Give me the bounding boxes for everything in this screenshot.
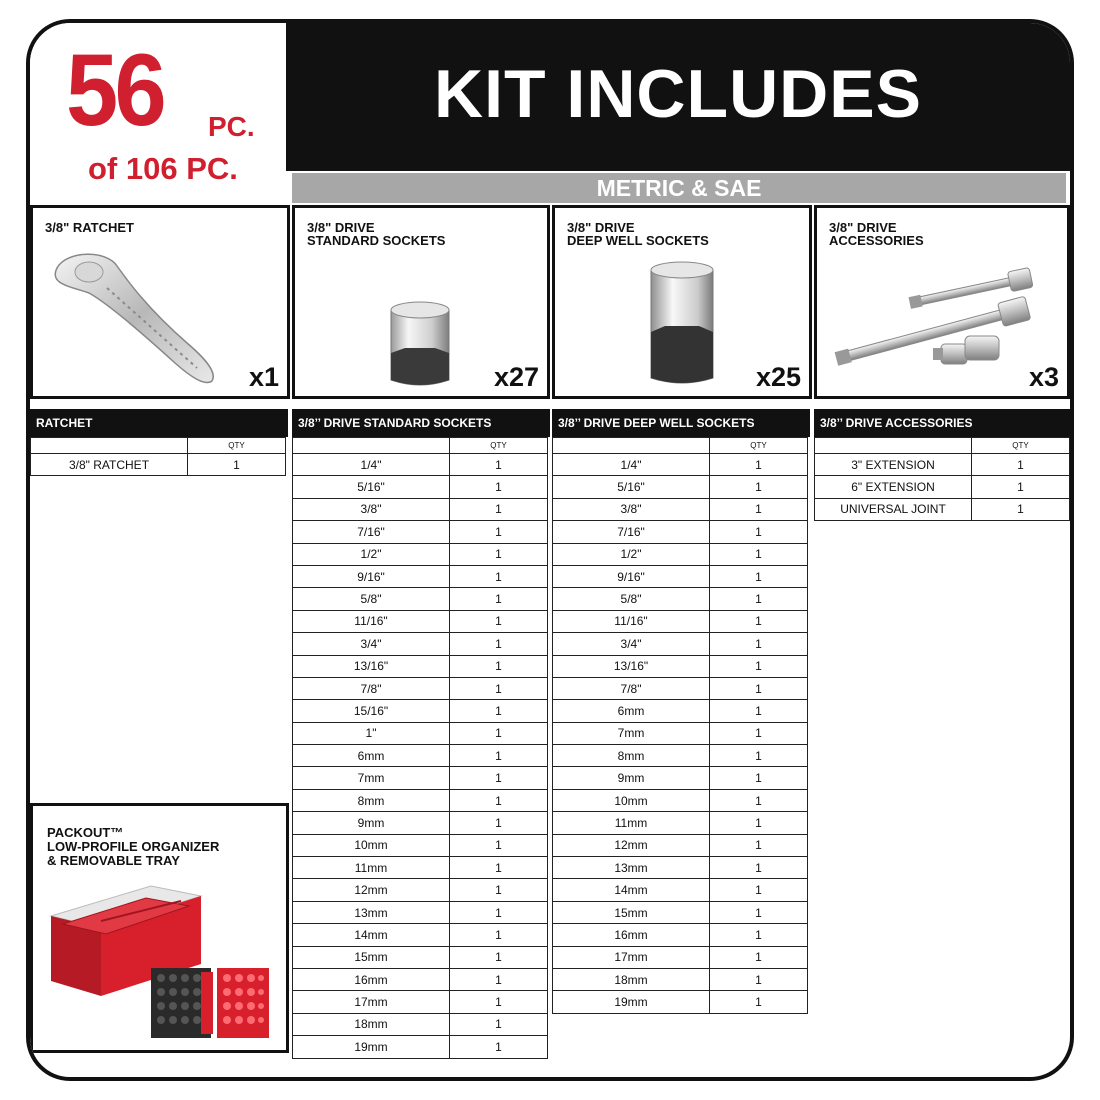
item-cell: 11/16" <box>552 610 710 633</box>
table-row <box>292 453 550 475</box>
table-row <box>552 946 810 968</box>
item-cell: 15/16" <box>292 699 450 722</box>
qty-cell: 1 <box>709 834 808 857</box>
qty-cell: 1 <box>449 587 548 610</box>
qty-cell: 1 <box>449 677 548 700</box>
item-cell: 13/16" <box>292 655 450 678</box>
qty-cell: 1 <box>971 498 1070 521</box>
item-cell: 5/16" <box>552 475 710 498</box>
table-row <box>292 699 550 721</box>
page-title: KIT INCLUDES <box>434 56 922 132</box>
qty-header: QTY <box>449 437 548 454</box>
qty-cell: 1 <box>449 946 548 969</box>
item-cell: 5/16" <box>292 475 450 498</box>
subtitle: METRIC & SAE <box>596 175 762 201</box>
table-row <box>292 722 550 744</box>
table-row <box>292 1013 550 1035</box>
item-cell: 7mm <box>552 722 710 745</box>
panel-count: x3 <box>1028 362 1059 392</box>
table-row <box>292 475 550 497</box>
table-header: 3/8’’ DRIVE STANDARD SOCKETS <box>292 409 550 437</box>
item-cell: 3/8" <box>552 498 710 521</box>
table-row <box>292 789 550 811</box>
item-cell: 17mm <box>292 990 450 1013</box>
panel-standard-sockets <box>292 205 550 399</box>
table-body <box>292 453 550 1058</box>
qty-cell: 1 <box>709 565 808 588</box>
item-cell: 3/4" <box>292 632 450 655</box>
item-cell: 1/4" <box>292 453 450 476</box>
item-cell: 11mm <box>552 811 710 834</box>
item-cell: 3" EXTENSION <box>814 453 972 476</box>
item-cell: 16mm <box>292 968 450 991</box>
qty-cell: 1 <box>709 543 808 566</box>
table-row <box>292 901 550 923</box>
title-banner <box>286 23 1070 171</box>
table-row <box>552 856 810 878</box>
item-cell: 12mm <box>292 878 450 901</box>
qty-cell: 1 <box>449 990 548 1013</box>
item-cell: 5/8" <box>292 587 450 610</box>
table-row <box>552 990 810 1012</box>
qty-cell: 1 <box>449 856 548 879</box>
table-row <box>552 744 810 766</box>
item-cell: 10mm <box>552 789 710 812</box>
table-row <box>292 878 550 900</box>
table-row <box>552 811 810 833</box>
table-row <box>292 744 550 766</box>
qty-cell: 1 <box>709 789 808 812</box>
item-cell: 19mm <box>552 990 710 1013</box>
table-row <box>814 475 1070 497</box>
qty-cell: 1 <box>709 632 808 655</box>
table-row <box>292 587 550 609</box>
qty-cell: 1 <box>449 543 548 566</box>
panel-title: 3/8" DRIVE ACCESSORIES <box>829 220 924 248</box>
table-row <box>814 453 1070 475</box>
qty-cell: 1 <box>709 699 808 722</box>
table-row <box>552 677 810 699</box>
ratchet-table <box>30 409 288 475</box>
item-cell: 13/16" <box>552 655 710 678</box>
packout-organizer-image <box>41 876 281 1046</box>
item-cell: 8mm <box>292 789 450 812</box>
table-row <box>552 520 810 542</box>
table-row <box>292 543 550 565</box>
qty-cell: 1 <box>709 655 808 678</box>
panel-title: 3/8" RATCHET <box>45 220 134 235</box>
item-cell: 15mm <box>292 946 450 969</box>
item-cell: 7/8" <box>552 677 710 700</box>
subtitle-banner <box>292 173 1066 203</box>
table-row <box>552 587 810 609</box>
qty-cell: 1 <box>709 946 808 969</box>
table-row <box>292 856 550 878</box>
item-cell: 6mm <box>552 699 710 722</box>
qty-cell: 1 <box>449 453 548 476</box>
qty-cell: 1 <box>709 901 808 924</box>
table-qty-header-row <box>30 437 288 453</box>
qty-cell: 1 <box>449 520 548 543</box>
table-row <box>552 834 810 856</box>
panel-count: x25 <box>755 362 801 392</box>
table-row <box>292 498 550 520</box>
item-cell: 14mm <box>292 923 450 946</box>
item-cell: 3/4" <box>552 632 710 655</box>
qty-cell: 1 <box>709 587 808 610</box>
table-row <box>292 811 550 833</box>
item-cell: 13mm <box>292 901 450 924</box>
panel-title: 3/8" DRIVE STANDARD SOCKETS <box>307 220 446 248</box>
table-row <box>552 655 810 677</box>
table-header: 3/8’’ DRIVE DEEP WELL SOCKETS <box>552 409 810 437</box>
table-row <box>292 968 550 990</box>
item-cell: 1/2" <box>552 543 710 566</box>
panel-deep-well-sockets <box>552 205 812 399</box>
table-row <box>552 878 810 900</box>
item-cell: 1/2" <box>292 543 450 566</box>
table-body <box>30 453 288 475</box>
item-cell: 9mm <box>552 766 710 789</box>
table-row <box>552 565 810 587</box>
ratchet-image <box>47 248 247 388</box>
piece-count-box <box>30 23 286 203</box>
item-cell: 18mm <box>292 1013 450 1036</box>
table-row <box>30 453 288 475</box>
item-cell: 7/16" <box>292 520 450 543</box>
qty-cell: 1 <box>971 475 1070 498</box>
item-cell: 9/16" <box>292 565 450 588</box>
item-cell: 9/16" <box>552 565 710 588</box>
item-cell: 16mm <box>552 923 710 946</box>
table-row <box>292 946 550 968</box>
table-row <box>292 677 550 699</box>
item-cell: UNIVERSAL JOINT <box>814 498 972 521</box>
table-row <box>292 565 550 587</box>
qty-cell: 1 <box>449 699 548 722</box>
table-row <box>552 789 810 811</box>
kit-frame <box>26 19 1074 1081</box>
table-row <box>292 834 550 856</box>
item-cell: 5/8" <box>552 587 710 610</box>
qty-cell: 1 <box>709 498 808 521</box>
qty-header: QTY <box>187 437 286 454</box>
item-cell: 8mm <box>552 744 710 767</box>
table-row <box>292 990 550 1012</box>
item-cell: 7/8" <box>292 677 450 700</box>
kit-card <box>30 23 1070 1077</box>
qty-cell: 1 <box>449 834 548 857</box>
qty-cell: 1 <box>449 968 548 991</box>
table-row <box>292 610 550 632</box>
qty-cell: 1 <box>449 744 548 767</box>
table-qty-header-row <box>814 437 1070 453</box>
item-cell: 1/4" <box>552 453 710 476</box>
table-row <box>552 475 810 497</box>
packout-title: PACKOUT™ LOW-PROFILE ORGANIZER & REMOVABLE TRAY <box>47 825 220 868</box>
table-row <box>552 968 810 990</box>
table-row <box>552 543 810 565</box>
item-cell: 11mm <box>292 856 450 879</box>
piece-count: 56 <box>66 33 164 147</box>
accessories-table <box>814 409 1070 520</box>
qty-cell: 1 <box>709 610 808 633</box>
table-qty-header-row <box>552 437 810 453</box>
table-row <box>552 722 810 744</box>
item-cell: 12mm <box>552 834 710 857</box>
item-cell: 19mm <box>292 1035 450 1058</box>
deep-socket-image <box>647 260 717 388</box>
qty-cell: 1 <box>449 901 548 924</box>
qty-cell: 1 <box>709 923 808 946</box>
qty-cell: 1 <box>709 677 808 700</box>
qty-cell: 1 <box>709 968 808 991</box>
qty-cell: 1 <box>709 856 808 879</box>
table-qty-header-row <box>292 437 550 453</box>
qty-cell: 1 <box>449 766 548 789</box>
qty-cell: 1 <box>187 453 286 476</box>
table-row <box>292 1035 550 1057</box>
table-row <box>552 498 810 520</box>
table-row <box>552 766 810 788</box>
qty-cell: 1 <box>709 811 808 834</box>
qty-cell: 1 <box>449 1035 548 1058</box>
item-cell: 15mm <box>552 901 710 924</box>
item-cell: 1" <box>292 722 450 745</box>
qty-header: QTY <box>971 437 1070 454</box>
item-cell: 17mm <box>552 946 710 969</box>
table-row <box>552 453 810 475</box>
qty-cell: 1 <box>449 610 548 633</box>
table-row <box>552 699 810 721</box>
standard-sockets-table <box>292 409 550 1058</box>
qty-header: QTY <box>709 437 808 454</box>
qty-cell: 1 <box>449 655 548 678</box>
qty-cell: 1 <box>709 722 808 745</box>
item-cell: 3/8" <box>292 498 450 521</box>
accessories-image <box>831 262 1061 372</box>
item-cell: 7mm <box>292 766 450 789</box>
qty-cell: 1 <box>449 1013 548 1036</box>
panel-ratchet <box>30 205 290 399</box>
table-row <box>552 610 810 632</box>
deep-well-sockets-table <box>552 409 810 1013</box>
item-cell: 6mm <box>292 744 450 767</box>
qty-cell: 1 <box>449 722 548 745</box>
item-cell: 14mm <box>552 878 710 901</box>
qty-cell: 1 <box>449 498 548 521</box>
item-cell: 7/16" <box>552 520 710 543</box>
qty-cell: 1 <box>709 990 808 1013</box>
standard-socket-image <box>385 298 455 388</box>
qty-cell: 1 <box>709 520 808 543</box>
table-row <box>814 498 1070 520</box>
item-cell: 10mm <box>292 834 450 857</box>
table-body <box>552 453 810 1013</box>
table-row <box>292 766 550 788</box>
table-header: RATCHET <box>30 409 288 437</box>
table-row <box>292 520 550 542</box>
panel-title: 3/8" DRIVE DEEP WELL SOCKETS <box>567 220 709 248</box>
qty-cell: 1 <box>709 453 808 476</box>
table-row <box>552 632 810 654</box>
qty-cell: 1 <box>449 632 548 655</box>
qty-cell: 1 <box>709 475 808 498</box>
item-cell: 3/8" RATCHET <box>30 453 188 476</box>
of-total: of 106 PC. <box>88 151 238 186</box>
table-row <box>552 923 810 945</box>
item-cell: 11/16" <box>292 610 450 633</box>
qty-cell: 1 <box>449 565 548 588</box>
item-cell: 9mm <box>292 811 450 834</box>
table-row <box>292 923 550 945</box>
table-row <box>292 632 550 654</box>
qty-cell: 1 <box>449 878 548 901</box>
qty-cell: 1 <box>449 789 548 812</box>
qty-cell: 1 <box>709 878 808 901</box>
qty-cell: 1 <box>709 744 808 767</box>
table-header: 3/8’’ DRIVE ACCESSORIES <box>814 409 1070 437</box>
table-row <box>552 901 810 923</box>
panel-accessories <box>814 205 1070 399</box>
panel-count: x1 <box>248 362 279 392</box>
qty-cell: 1 <box>971 453 1070 476</box>
qty-cell: 1 <box>449 811 548 834</box>
table-body <box>814 453 1070 520</box>
item-cell: 18mm <box>552 968 710 991</box>
piece-suffix: PC. <box>208 111 255 142</box>
qty-cell: 1 <box>709 766 808 789</box>
table-row <box>292 655 550 677</box>
packout-panel <box>30 803 289 1053</box>
item-cell: 6" EXTENSION <box>814 475 972 498</box>
qty-cell: 1 <box>449 923 548 946</box>
panel-count: x27 <box>493 362 539 392</box>
item-cell: 13mm <box>552 856 710 879</box>
qty-cell: 1 <box>449 475 548 498</box>
